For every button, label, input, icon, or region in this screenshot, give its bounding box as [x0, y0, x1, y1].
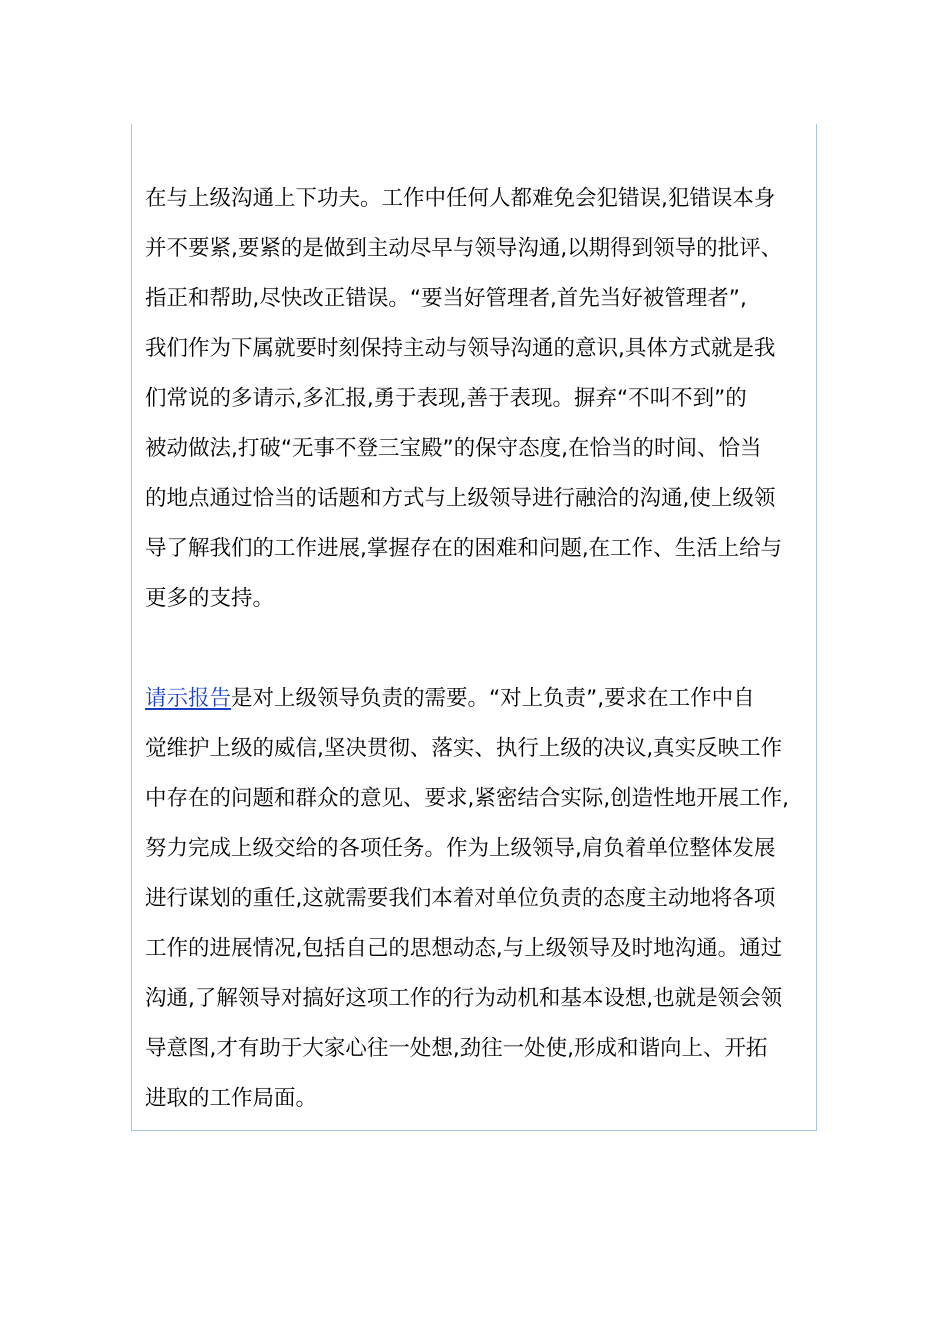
report-link[interactable]: 请示报告 — [145, 686, 232, 711]
text-line: 指正和帮助,尽快改正错误。“要当好管理者,首先当好被管理者”, — [145, 286, 747, 311]
text-line: 努力完成上级交给的各项任务。作为上级领导,肩负着单位整体发展 — [145, 836, 776, 861]
text-segment: 是对上级领导负责的需要。“对上负责”,要求在工作中自 — [231, 686, 755, 711]
text-line: 进取的工作局面。 — [145, 1086, 318, 1111]
text-line: 导意图,才有助于大家心往一处想,劲往一处使,形成和谐向上、开拓 — [145, 1036, 768, 1061]
text-line: 在与上级沟通上下功夫。工作中任何人都难免会犯错误,犯错误本身 — [145, 186, 776, 211]
text-line-with-link — [145, 674, 805, 724]
text-line: 被动做法,打破“无事不登三宝殿”的保守态度,在恰当的时间、恰当 — [145, 436, 762, 461]
text-line: 沟通,了解领导对搞好这项工作的行为动机和基本设想,也就是领会领 — [145, 986, 783, 1011]
text-line: 我们作为下属就要时刻保持主动与领导沟通的意识,具体方式就是我 — [145, 336, 776, 361]
text-line: 并不要紧,要紧的是做到主动尽早与领导沟通,以期得到领导的批评、 — [145, 236, 783, 261]
text-line: 导了解我们的工作进展,掌握存在的困难和问题,在工作、生活上给与 — [145, 536, 783, 561]
text-line: 更多的支持。 — [145, 586, 275, 611]
text-line: 进行谋划的重任,这就需要我们本着对单位负责的态度主动地将各项 — [145, 886, 776, 911]
document-body — [145, 174, 805, 1124]
text-line: 工作的进展情况,包括自己的思想动态,与上级领导及时地沟通。通过 — [145, 936, 783, 961]
text-line: 觉维护上级的威信,坚决贯彻、落实、执行上级的决议,真实反映工作 — [145, 736, 783, 761]
paragraph-2 — [145, 674, 805, 1124]
paragraph-1 — [145, 174, 805, 624]
text-line: 中存在的问题和群众的意见、要求,紧密结合实际,创造性地开展工作, — [145, 786, 790, 811]
text-line: 的地点通过恰当的话题和方式与上级领导进行融洽的沟通,使上级领 — [145, 486, 776, 511]
paragraph-gap — [145, 624, 805, 674]
text-line: 们常说的多请示,多汇报,勇于表现,善于表现。摒弃“不叫不到”的 — [145, 386, 747, 411]
